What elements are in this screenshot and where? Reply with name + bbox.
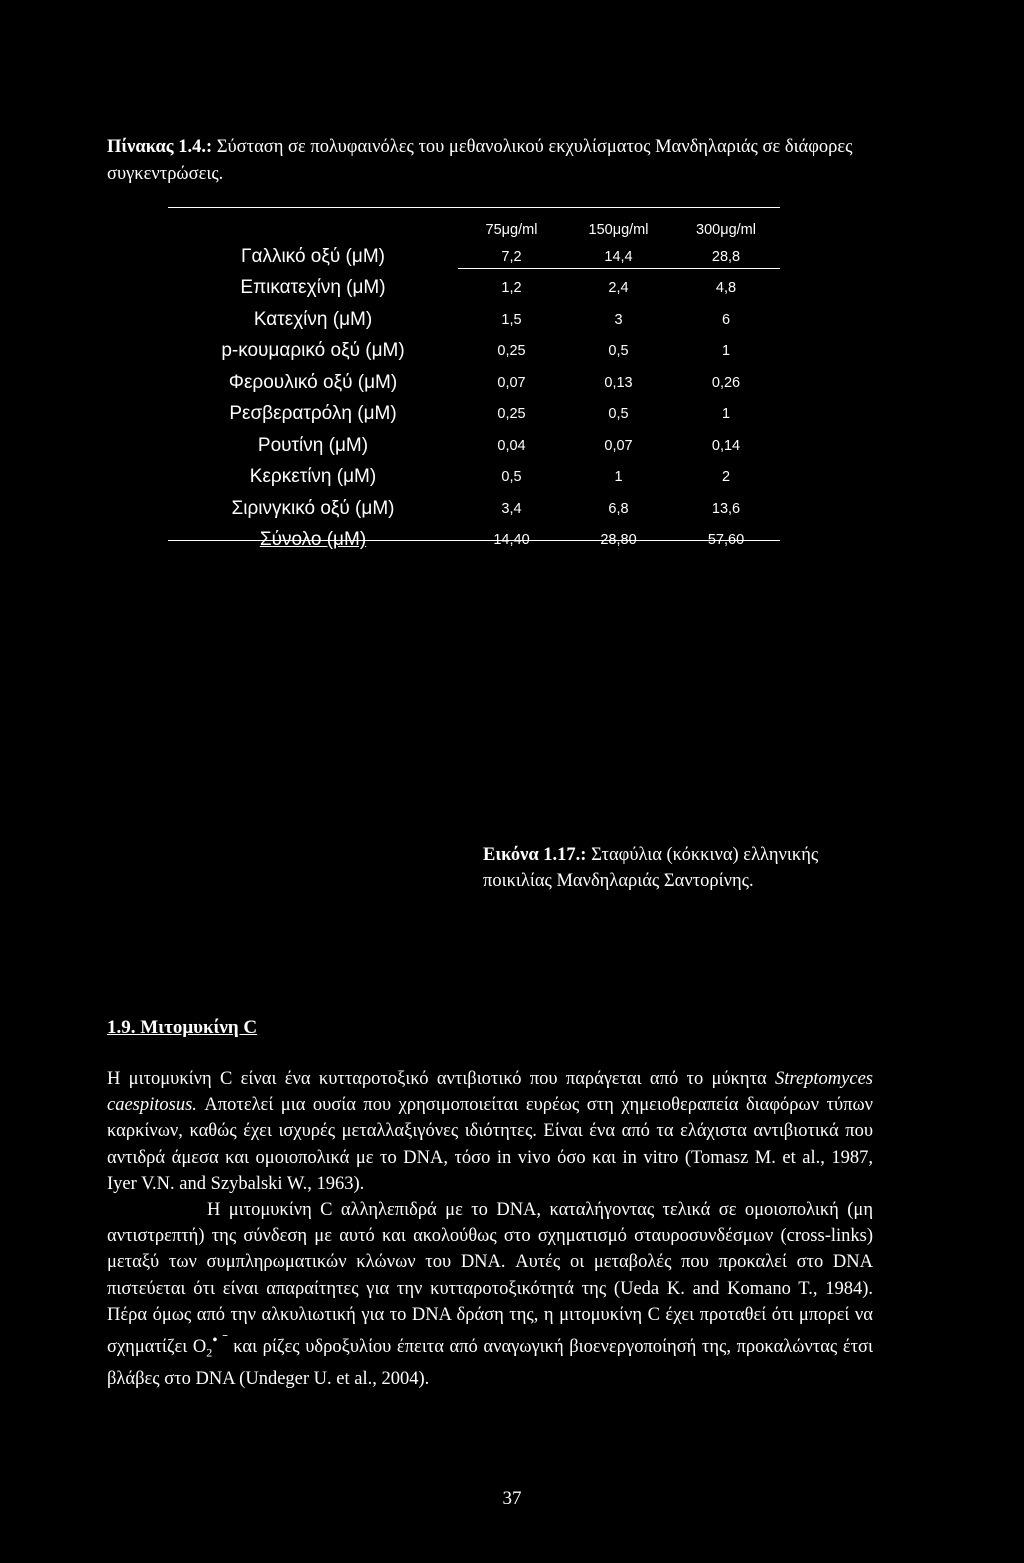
table-cell: 57,60 [707, 532, 745, 549]
paragraph-text: Η μιτομυκίνη C αλληλεπιδρά με το DNA, καταλήγοντας τελικά σε ομοιοπολική (μη αντιστρεπτή) της σύνδεση με αυτό και ακολούθως στο σχηματισμό σταυροσυνδέσμων (cross-links) μεταξύ των συμπληρωματικών κλώνων του DNA. Αυτές οι μεταβολές που προκαλεί στο DNA πιστεύεται ότι είναι απαραίτητες για την κυτταροτοξικότητά της (Ueda K. and Komano T., 1984). Πέρα όμως από την αλκυλιωτική για το DNA δράση της, η μιτομυκίνη C έχει προταθεί ότι μπορεί να σχηματίζει [107, 1200, 873, 1358]
figure-caption-text: Σταφύλια (κόκκινα) ελληνικής ποικιλίας Μανδηλαριάς Σαντορίνης. [483, 845, 819, 891]
row-label: Κατεχίνη (μΜ) [253, 308, 373, 330]
table-caption [107, 134, 907, 188]
paragraph-text: Η μιτομυκίνη C είναι ένα κυτταροτοξικό αντιβιοτικό που παράγεται από το μύκητα [107, 1069, 776, 1089]
table-caption-label: Πίνακας 1.4.: [107, 137, 213, 157]
table-cell: 14,40 [493, 532, 530, 549]
table-row [168, 336, 780, 368]
section-number: 1.9. [107, 1017, 136, 1038]
formula-subscript: 2 [206, 1345, 213, 1360]
table-cell: 0,5 [608, 343, 629, 360]
formula-symbol: O [192, 1337, 207, 1358]
table-row [168, 304, 780, 336]
section-title: Μιτομυκίνη C [140, 1017, 258, 1038]
figure-caption [483, 842, 843, 894]
column-header: 75μg/ml [485, 222, 538, 238]
table-cell: 28,80 [600, 532, 637, 549]
table-row [168, 367, 780, 399]
species-name: Streptomyces caespitosus. [107, 1069, 873, 1116]
table-row [168, 462, 780, 494]
table-row [168, 273, 780, 305]
polyphenol-table [168, 212, 780, 556]
table-header-row [168, 212, 780, 241]
table-row [168, 430, 780, 462]
table-cell: 14,4 [604, 248, 633, 265]
paragraph-text: Αποτελεί μια ουσία που χρησιμοποιείται ευρέως στη χημειοθεραπεία διαφόρων τύπων καρκίνων, καθώς έχει ισχυρές μεταλλαξιγόνες ιδιότητες. Είναι ένα από τα ελάχιστα αντιβιοτικά που αντιδρά άμεσα και ομοιοπολικά με το DNA, τόσο in vivo όσο και in vitro (Tomasz M. et al., 1987, Iyer V.N. and Szybalski W., 1963). [107, 1095, 873, 1194]
table-cell: 3,4 [501, 500, 522, 517]
table-cell: 1 [721, 406, 731, 423]
row-label: Σιρινγκικό οξύ (μΜ) [231, 497, 395, 519]
table-cell: 2 [721, 469, 731, 486]
table-header-empty [168, 212, 458, 241]
table-body [168, 241, 780, 556]
page-number: 37 [502, 1488, 522, 1509]
table-cell: 2,4 [608, 280, 629, 297]
table-row [168, 525, 780, 557]
row-label: Ρεσβερατρόλη (μΜ) [229, 403, 397, 425]
table-cell: 0,25 [497, 406, 526, 423]
table-row [168, 399, 780, 431]
paragraph [107, 1066, 873, 1197]
table-cell: 0,25 [497, 343, 526, 360]
paragraph-text: και ρίζες υδροξυλίου έπειτα από αναγωγική βιοενεργοποίησή της, προκαλώντας έτσι βλάβες στο DNA (Undeger U. et al., 2004). [107, 1337, 873, 1390]
table-cell: 0,04 [497, 437, 526, 454]
table-cell: 13,6 [711, 500, 741, 517]
table-cell: 1 [614, 469, 623, 486]
table-cell: 3 [614, 311, 623, 328]
row-label: p-κουμαρικό οξύ (μΜ) [221, 340, 405, 362]
paragraph [107, 1197, 873, 1392]
column-header: 150μg/ml [588, 222, 649, 238]
table-cell: 6,8 [608, 500, 629, 517]
row-label: Επικατεχίνη (μΜ) [240, 277, 386, 299]
table-cell: 7,2 [501, 248, 522, 265]
table-cell: 0,13 [604, 374, 633, 391]
row-label: Ρουτίνη (μΜ) [257, 434, 369, 456]
table-caption-text: Σύσταση σε πολυφαινόλες του μεθανολικού εκχυλίσματος Μανδηλαριάς σε διάφορες συγκεντρώσεις. [107, 137, 853, 184]
formula-superscript: • ˉ [212, 1332, 228, 1350]
section-heading [107, 1017, 257, 1039]
row-label: Σύνολο (μΜ) [259, 529, 367, 551]
row-label: Φερουλικό οξύ (μΜ) [228, 371, 398, 393]
column-header: 300μg/ml [696, 222, 756, 238]
row-label: Γαλλικό οξύ (μΜ) [241, 245, 385, 267]
table-cell: 1,2 [501, 280, 522, 297]
figure-caption-label: Εικόνα 1.17.: [483, 845, 587, 865]
table-row [168, 493, 780, 525]
table-cell: 1 [721, 343, 731, 360]
table-top-rule [168, 207, 780, 208]
table-cell: 0,07 [604, 437, 633, 454]
table-cell: 0,5 [501, 469, 522, 486]
table-cell: 0,26 [711, 374, 741, 391]
table-cell: 0,14 [711, 437, 741, 454]
superoxide-formula [192, 1332, 228, 1360]
body-text [107, 1066, 873, 1392]
table-cell: 1,5 [501, 311, 522, 328]
table-row [168, 241, 780, 273]
table-cell: 0,07 [497, 374, 526, 391]
table-cell: 0,5 [608, 406, 629, 423]
table-cell: 4,8 [715, 280, 737, 297]
table-cell: 6 [721, 311, 731, 328]
table-cell: 28,8 [711, 248, 741, 265]
row-label: Κερκετίνη (μΜ) [249, 466, 377, 488]
